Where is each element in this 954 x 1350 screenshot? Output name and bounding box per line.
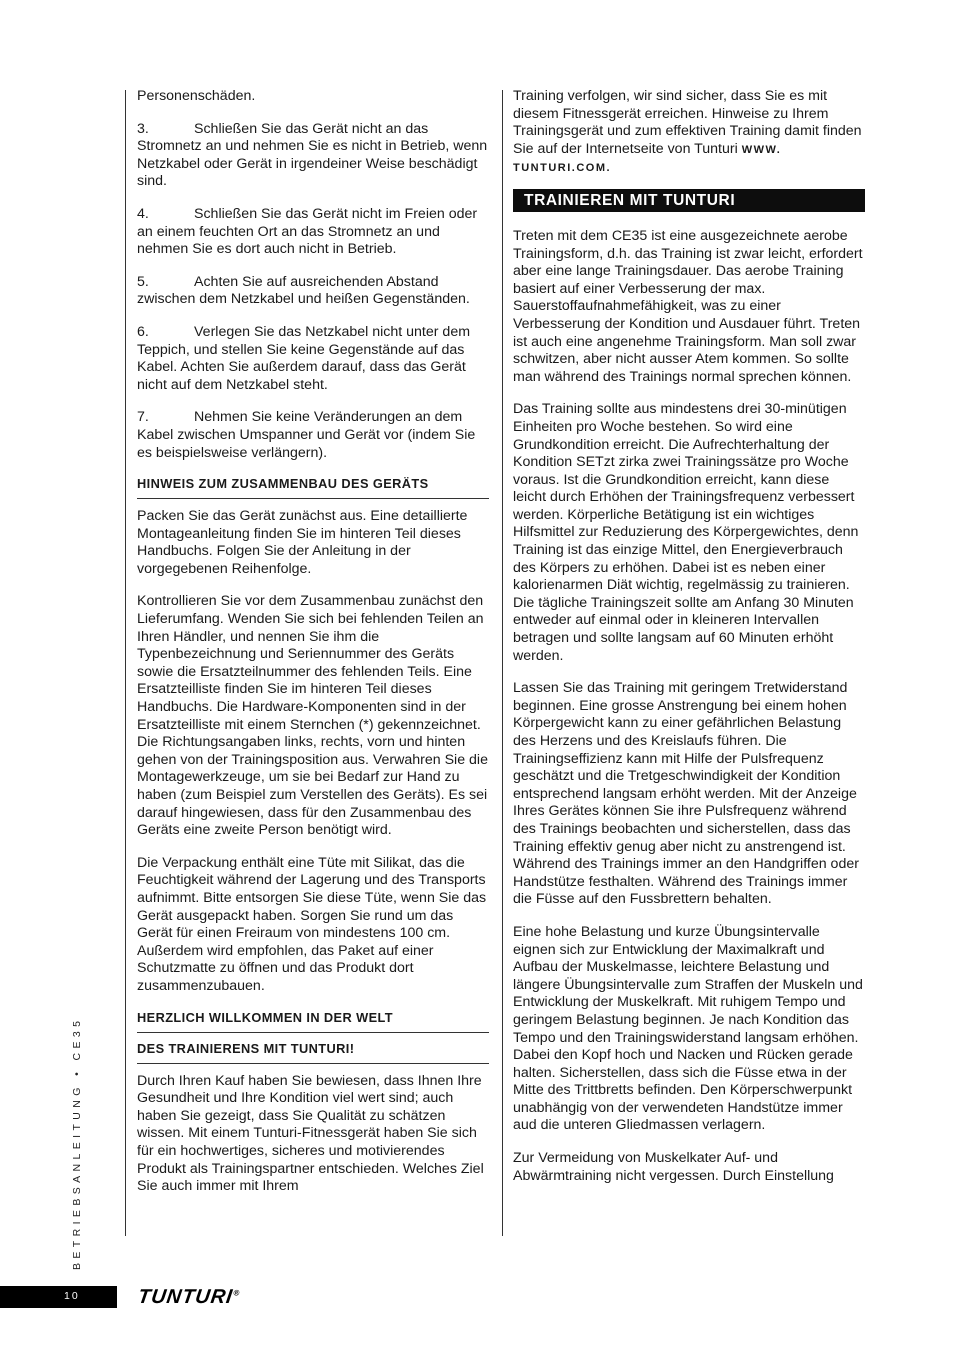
intro-paragraph	[513, 88, 865, 178]
assembly-paragraph-2: Kontrollieren Sie vor dem Zusammenbau zunächst den Lieferumfang. Wenden Sie sich bei fehlenden Teilen an Ihren Händler, und nennen Sie ihm die Typenbezeichnung und Seriennummer des Geräts sowie die Ersatzteilnummer des fehlenden Teils. Eine Ersatzteilliste finden Sie im hinteren Teil dieses Handbuchs. Die Hardware-Komponenten sind in der Ersatzteilliste mit einem Sternchen (*) gekennzeichnet. Die Richtungsangaben links, rechts, vorn und hinten gehen von der Trainingsposition aus. Verwahren Sie die Montagewerkzeuge, um sie bei Bedarf zur Hand zu haben (zum Beispiel zum Verstellen des Geräts). Es sei darauf hingewiesen, dass für den Zusammenbau des Geräts eine zweite Person benötigt wird.	[137, 593, 488, 839]
left-column	[137, 88, 489, 1211]
logo-text: TUNTURI	[136, 1286, 235, 1308]
heading-welcome-line-1: HERZLICH WILLKOMMEN IN DER WELT	[137, 1011, 489, 1033]
safety-item-4	[137, 206, 489, 259]
training-paragraph-5: Zur Vermeidung von Muskelkater Auf- und Abwärmtraining nicht vergessen. Durch Einstellung	[513, 1150, 834, 1184]
training-paragraph-2: Das Training sollte aus mindestens drei 30-minütigen Einheiten pro Woche bestehen. So wird eine Grundkondition erreicht. Die Aufrechterhaltung der Kondition SETzt zirka zwei Trainingssätze pro Woche voraus. Ist die Grundkondition erreicht, kann diese leicht durch Erhöhen der Trainingsfrequenz verbessert werden. Körperliche Betätigung ist ein wichtiges Hilfsmittel zur Reduzierung des Körpergewichtes, denn Training ist das einzige Mittel, den Energieverbrauch des Körpers zu erhöhen. Dabei ist es neben einer kalorienarmen Diät wichtig, regelmässig zu trainieren. Die tägliche Trainingszeit sollte am Anfang 30 Minuten entweder auf einmal oder in kleineren Intervallen betragen und sollte langsam auf 60 Minuten erhöht werden.	[513, 401, 859, 664]
training-paragraph-1: Treten mit dem CE35 ist eine ausgezeichnete aerobe Trainingsform, d.h. das Training ist zwar leicht, erfordert aber eine lange Trainingsdauer. Das aerobe Training basiert auf einer Verbesserung der max. Sauerstoffaufnahmefähigkeit, was zu einer Verbesserung der Kondition und Ausdauer führt. Treten ist auch eine angenehme Trainingsform. Man soll zwar schwitzen, aber nicht ausser Atem kommen. So sollte man während des Trainings normal sprechen können.	[513, 227, 863, 385]
item-number: 7.	[137, 409, 149, 426]
item-text: Nehmen Sie keine Veränderungen an dem Kabel zwischen Umspanner und Gerät vor (indem Sie es beispielsweise verlängern).	[137, 409, 476, 461]
page-number-box	[0, 1286, 117, 1308]
heading-assembly: HINWEIS ZUM ZUSAMMENBAU DES GERÄTS	[137, 477, 489, 499]
page-number: 10	[64, 1290, 80, 1302]
registered-mark: ®	[232, 1288, 241, 1298]
item-number: 5.	[137, 273, 149, 290]
assembly-paragraph-1: Packen Sie das Gerät zunächst aus. Eine detaillierte Montageanleitung finden Sie im hinteren Teil dieses Handbuchs. Folgen Sie der Anleitung in der vorgegebenen Reihenfolge.	[137, 508, 468, 577]
heading-training: TRAINIEREN MIT TUNTURI	[513, 189, 865, 212]
welcome-paragraph: Durch Ihren Kauf haben Sie bewiesen, dass Ihnen Ihre Gesundheit und Ihre Kondition viel wert sind; auch haben Sie gezeigt, dass Sie Qualität zu schätzen wissen. Mit einem Tunturi-Fitnessgerät haben Sie sich für ein hochwertiges, sicheres und motivierendes Produkt als Trainingspartner entschieden. Welches Ziel Sie auch immer mit Ihrem	[137, 1072, 484, 1195]
safety-item-3	[137, 121, 489, 191]
item-text: Achten Sie auf ausreichenden Abstand zwischen dem Netzkabel und heißen Gegenständen.	[137, 273, 470, 308]
training-paragraph-4: Eine hohe Belastung und kurze Übungsintervalle eignen sich zur Entwicklung der Maximalkraft und Aufbau der Muskelmasse, leichtere Belastung und längere Übungsintervalle zum Straffen der Muskeln und Entwicklung der Muskelkraft. Mit ruhigem Tempo und geringem Belastung beginnen. Je nach Kondition das Tempo und den Trainingswiderstand langsam erhöhen. Dabei den Kopf hoch und Nacken und Rücken gerade halten. Sicherstellen, dass sich die Füsse etwa in der Mitte des Trittbretts befinden. Den Körperschwerpunkt unabhängig von der verwendeten Handstütze immer aud die unteren Gliedmassen verlagern.	[513, 923, 863, 1134]
item-number: 6.	[137, 323, 149, 340]
assembly-paragraph-3: Die Verpackung enthält eine Tüte mit Silikat, das die Feuchtigkeit während der Lagerung und des Transports aufnimmt. Bitte entsorgen Sie diese Tüte, wenn Sie das Gerät ausgepackt haben. Sorgen Sie rund um das Gerät für einen Freiraum von mindestens 100 cm. Außerdem wird empfohlen, das Paket auf einer Schutzmatte zu öffnen und das Produkt dort zusammenzubauen.	[137, 854, 487, 994]
item-text: Schließen Sie das Gerät nicht an das Stromnetz an und nehmen Sie es nicht in Betrieb, wenn Netzkabel oder Gerät in irgendeiner Weise beschädigt sind.	[137, 120, 488, 190]
column-divider-left	[125, 90, 126, 1236]
item-number: 4.	[137, 205, 149, 222]
safety-item-6	[137, 324, 489, 394]
right-column	[513, 88, 865, 1200]
item-text: Verlegen Sie das Netzkabel nicht unter dem Teppich, und stellen Sie keine Gegenstände auf das Kabel. Achten Sie außerdem darauf, dass das Gerät nicht auf dem Netzkabel steht.	[137, 323, 471, 393]
intro-text: Training verfolgen, wir sind sicher, dass Sie es mit diesem Fitnessgerät erreichen. Hinweise zu Ihrem Trainingsgerät und zum effektiven Training damit finden Sie auf der Internetseite von Tunturi	[513, 88, 862, 157]
column-divider-right	[502, 90, 503, 1236]
item-text: Schließen Sie das Gerät nicht im Freien oder an einem feuchten Ort an das Stromnetz an und nehmen Sie es dort auch nicht in Betrieb.	[137, 205, 478, 258]
manual-side-label: BETRIEBSANLEITUNG • CE35	[71, 1016, 83, 1270]
tunturi-logo	[136, 1286, 241, 1309]
training-paragraph-3: Lassen Sie das Training mit geringem Tretwiderstand beginnen. Eine grosse Anstrengung bei einem hohen Körpergewicht kann zu einer gefährlichen Belastung des Herzens und des Kreislaufs führen. Die Trainingseffizienz kann mit Hilfe der Pulsfrequenz geschätzt und die Tretgeschwindigkeit der Kondition entsprechend langsam erhöht werden. Mit der Anzeige Ihres Gerätes können Sie ihre Pulsfrequenz während des Trainings beobachten und sicherstellen, dass das Training effektiv genug aber nicht zu anstrengend ist. Während des Trainings immer an den Handgriffen oder Handstütze festhalten. Während des Trainings immer die Füsse auf den Fussbrettern behalten.	[513, 680, 859, 908]
website-url: WWW. TUNTURI.COM.	[513, 143, 782, 175]
safety-item-7	[137, 409, 489, 462]
item-number: 3.	[137, 120, 149, 137]
paragraph-personenschaeden: Personenschäden.	[137, 88, 256, 104]
safety-item-5	[137, 274, 489, 309]
heading-welcome-line-2: DES TRAINIERENS MIT TUNTURI!	[137, 1042, 489, 1064]
